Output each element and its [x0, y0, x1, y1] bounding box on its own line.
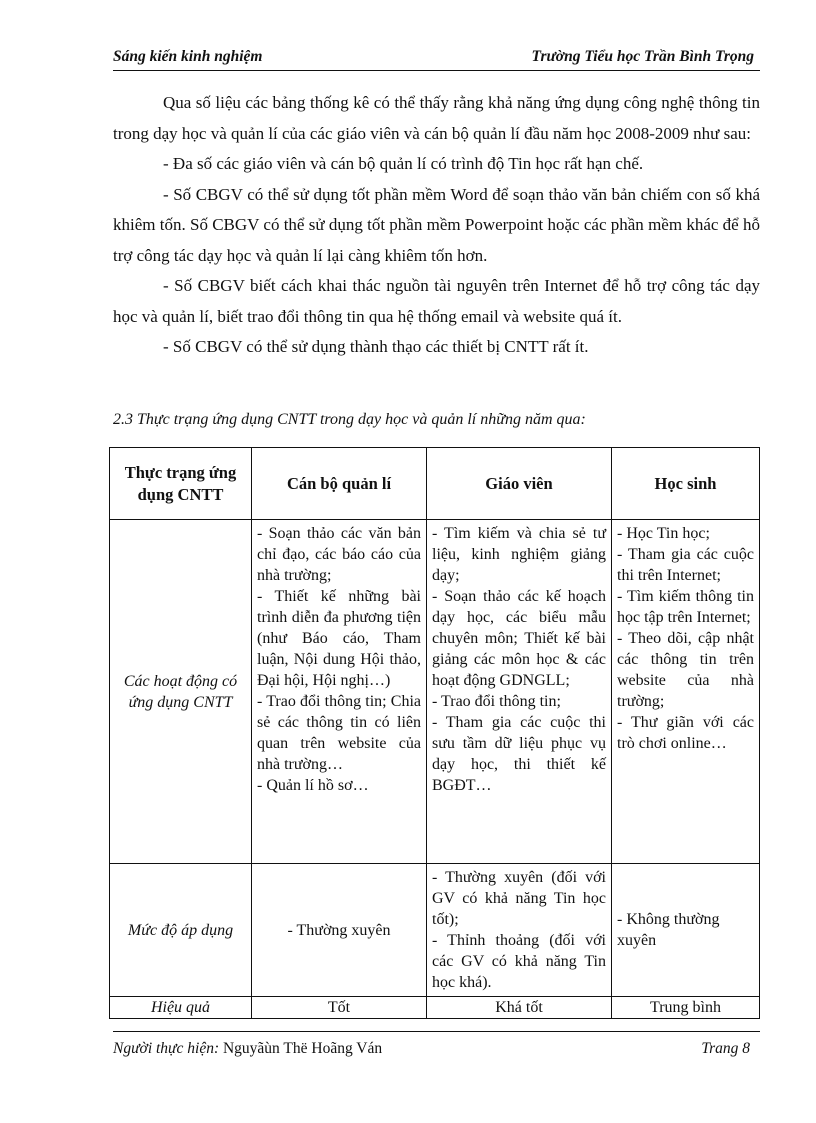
- list-item: - Tham gia các cuộc thi trên Internet;: [617, 546, 754, 584]
- list-item: - Thỉnh thoảng (đối với các GV có khả năng Tin học khá).: [432, 932, 606, 991]
- paragraph-point-1: - Đa số các giáo viên và cán bộ quản lí có trình độ Tin học rất hạn chế.: [163, 154, 644, 173]
- list-item: - Học Tin học;: [617, 525, 710, 542]
- row-label-activities: Các hoạt động có ứng dụng CNTT: [110, 520, 252, 864]
- table-row-effectiveness: [110, 997, 760, 1019]
- cell-students-effectiveness: Trung bình: [612, 997, 760, 1019]
- footer-author-label: Người thực hiện:: [113, 1040, 220, 1057]
- list-item: - Quản lí hồ sơ…: [257, 777, 369, 794]
- list-item: - Tham gia các cuộc thi sưu tầm dữ liệu phục vụ dạy học, thi thiết kế BGĐT…: [432, 714, 606, 794]
- list-item: - Thường xuyên (đối với GV có khả năng Tin học tốt);: [432, 869, 606, 928]
- footer-author: [113, 1040, 382, 1058]
- paragraph-point-4: - Số CBGV có thể sử dụng thành thạo các thiết bị CNTT rất ít.: [163, 337, 589, 356]
- table-row-activities: [110, 520, 760, 864]
- body-text: [113, 88, 760, 363]
- section-title: 2.3 Thực trạng ứng dụng CNTT trong dạy học và quản lí những năm qua:: [113, 411, 586, 428]
- table-header-row: [110, 448, 760, 520]
- header-school-name: Trường Tiểu học Trần Bình Trọng: [531, 48, 754, 65]
- cell-students-activities: [612, 520, 760, 864]
- cell-managers-activities: [252, 520, 427, 864]
- page-number: Trang 8: [701, 1040, 750, 1057]
- paragraph-point-3: - Số CBGV biết cách khai thác nguồn tài nguyên trên Internet để hỗ trợ công tác dạy học và quản lí, biết trao đổi thông tin qua hệ thống email và website quá ít.: [113, 276, 760, 326]
- cell-teachers-frequency: [427, 864, 612, 997]
- page-footer: [113, 1031, 760, 1058]
- header-cell-teachers: Giáo viên: [427, 448, 612, 520]
- status-table: [109, 447, 760, 1019]
- list-item: - Tìm kiếm và chia sẻ tư liệu, kinh nghiệm giảng dạy;: [432, 525, 606, 584]
- paragraph-point-2: - Số CBGV có thể sử dụng tốt phần mềm Word để soạn thảo văn bản chiếm con số khá khiêm tốn. Số CBGV có thể sử dụng tốt phần mềm Powerpoint hoặc các phần mềm khác để hỗ trợ công tác dạy học và quản lí lại càng khiêm tốn hơn.: [113, 184, 760, 265]
- row-label-frequency: Mức độ áp dụng: [110, 864, 252, 997]
- list-item: - Tìm kiếm thông tin học tập trên Internet;: [617, 588, 754, 626]
- list-item: - Trao đổi thông tin;: [432, 693, 561, 710]
- header-cell-managers: Cán bộ quản lí: [252, 448, 427, 520]
- header-document-type: Sáng kiến kinh nghiệm: [113, 48, 263, 65]
- list-item: - Thư giãn với các trò chơi online…: [617, 714, 754, 752]
- cell-teachers-effectiveness: Khá tốt: [427, 997, 612, 1019]
- list-item: - Theo dõi, cập nhật các thông tin trên website của nhà trường;: [617, 630, 754, 710]
- paragraph-intro: Qua số liệu các bảng thống kê có thể thấy rằng khả năng ứng dụng công nghệ thông tin trong dạy học và quản lí của các giáo viên và cán bộ quản lí đầu năm học 2008-2009 như sau:: [113, 93, 760, 143]
- list-item: - Soạn thảo các kế hoạch dạy học, các biểu mẫu chuyên môn; Thiết kế bài giảng các môn học & các hoạt động GDNGLL;: [432, 588, 606, 689]
- row-label-effectiveness: Hiệu quả: [110, 997, 252, 1019]
- list-item: - Soạn thảo các văn bản chỉ đạo, các báo cáo của nhà trường;: [257, 525, 421, 584]
- table-row-frequency: [110, 864, 760, 997]
- header-cell-status: Thực trạng ứng dụng CNTT: [110, 448, 252, 520]
- page-header: [113, 46, 760, 71]
- cell-teachers-activities: [427, 520, 612, 864]
- list-item: - Trao đổi thông tin; Chia sẻ các thông tin có liên quan trên website của nhà trường…: [257, 693, 421, 773]
- cell-students-frequency: - Không thường xuyên: [612, 864, 760, 997]
- footer-author-name: Nguyãùn Thë Hoãng Ván: [222, 1040, 383, 1057]
- list-item: - Thiết kế những bài trình diễn đa phương tiện (như Báo cáo, Tham luận, Nội dung Hội thảo, Đại hội, Hội nghị…): [257, 588, 421, 689]
- cell-managers-effectiveness: Tốt: [252, 997, 427, 1019]
- cell-managers-frequency: - Thường xuyên: [252, 864, 427, 997]
- header-cell-students: Học sinh: [612, 448, 760, 520]
